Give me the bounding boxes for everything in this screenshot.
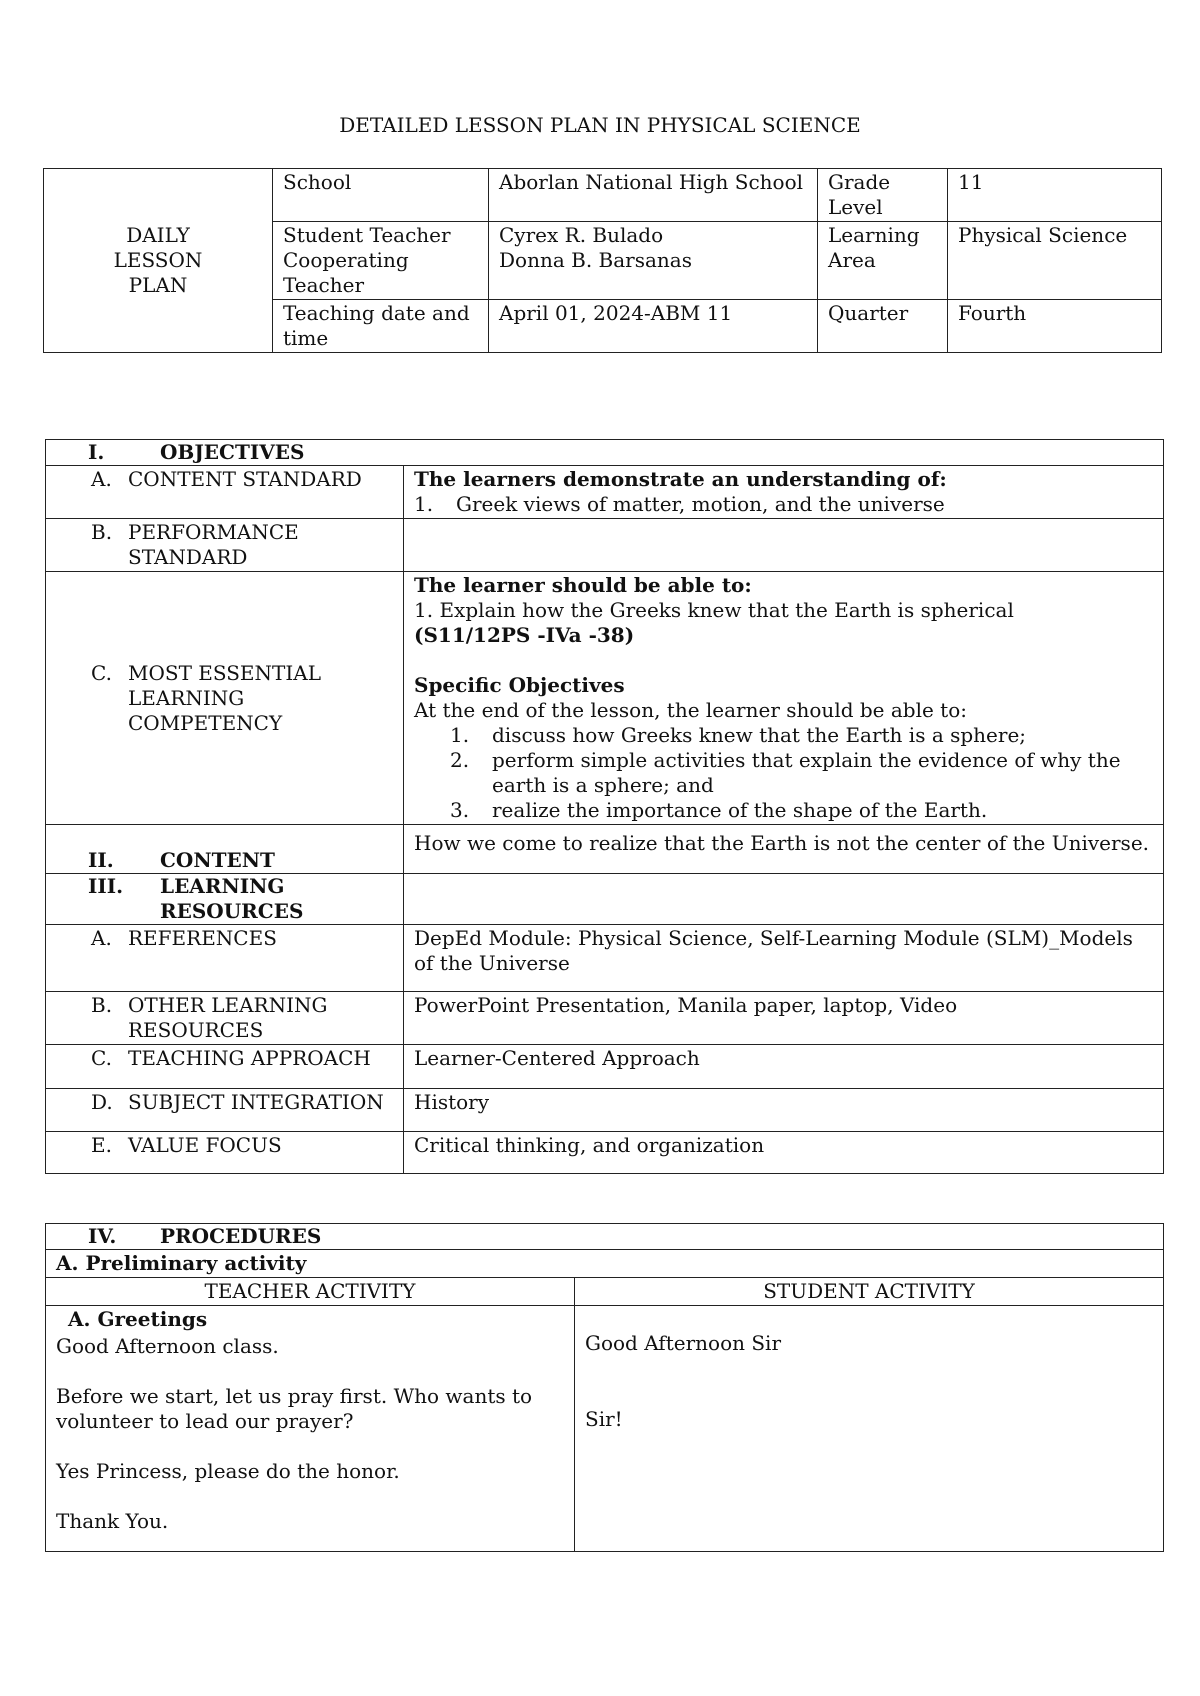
references-value: DepEd Module: Physical Science, Self-Learning Module (SLM)_Models of the Universe — [404, 925, 1164, 992]
teachers-value: Cyrex R. Bulado Donna B. Barsanas — [489, 222, 818, 300]
other-resources-label: B. OTHER LEARNING RESOURCES — [46, 992, 404, 1045]
list-item: 1. discuss how Greeks knew that the Earth is a sphere; — [450, 723, 1027, 747]
quarter-label: Quarter — [818, 300, 948, 353]
teacher-activity-header: TEACHER ACTIVITY — [46, 1278, 575, 1306]
header-table — [43, 168, 1162, 353]
references-label: A. REFERENCES — [46, 925, 404, 992]
teaching-approach-value: Learner-Centered Approach — [404, 1045, 1164, 1089]
content-standard-label: A. CONTENT STANDARD — [46, 466, 404, 519]
learning-resources-heading: III. LEARNING RESOURCES — [46, 874, 404, 925]
grade-value: 11 — [948, 169, 1162, 222]
teachers-label: Student Teacher Cooperating Teacher — [273, 222, 489, 300]
grade-label: Grade Level — [818, 169, 948, 222]
procedures-table — [45, 1223, 1164, 1552]
daily-lesson-plan-label: DAILY LESSON PLAN — [44, 169, 273, 353]
performance-standard-value — [404, 519, 1164, 572]
content-heading: II. CONTENT — [46, 825, 404, 874]
teaching-approach-label: C. TEACHING APPROACH — [46, 1045, 404, 1089]
value-focus-label: E. VALUE FOCUS — [46, 1132, 404, 1174]
student-activity-cell: Good Afternoon Sir Sir! — [575, 1306, 1164, 1552]
content-standard-value: The learners demonstrate an understanding of: 1. Greek views of matter, motion, and the universe — [404, 466, 1164, 519]
melc-value: The learner should be able to: 1. Explain how the Greeks knew that the Earth is spherical (S11/12PS -IVa -38) Specific Objectives At the end of the lesson, the learner should be able to: 1. discuss how Greeks knew that the Earth is a sphere; 2. perform simple activities that explain the evidence of why the earth is a sphere; and 3. realize the importance of the shape of the Earth. — [404, 572, 1164, 825]
learning-resources-value — [404, 874, 1164, 925]
performance-standard-label: B. PERFORMANCE STANDARD — [46, 519, 404, 572]
list-item: 3. realize the importance of the shape of the Earth. — [450, 798, 988, 822]
content-value: How we come to realize that the Earth is not the center of the Universe. — [404, 825, 1164, 874]
procedures-heading: IV. PROCEDURES — [46, 1224, 1164, 1250]
teacher-activity-cell: A. Greetings Good Afternoon class. Before we start, let us pray first. Who wants to volunteer to lead our prayer? Yes Princess, please do the honor. Thank You. — [46, 1306, 575, 1552]
list-item: 2. perform simple activities that explain the evidence of why the earth is a sphere; and — [450, 748, 1121, 797]
specific-objectives-list — [414, 723, 1153, 823]
preliminary-activity-heading: A. Preliminary activity — [46, 1250, 1164, 1278]
value-focus-value: Critical thinking, and organization — [404, 1132, 1164, 1174]
teaching-date-label: Teaching date and time — [273, 300, 489, 353]
other-resources-value: PowerPoint Presentation, Manila paper, laptop, Video — [404, 992, 1164, 1045]
melc-label: C. MOST ESSENTIAL LEARNING COMPETENCY — [46, 572, 404, 825]
subject-integration-label: D. SUBJECT INTEGRATION — [46, 1089, 404, 1132]
learning-area-value: Physical Science — [948, 222, 1162, 300]
teaching-date-value: April 01, 2024-ABM 11 — [489, 300, 818, 353]
learning-area-label: Learning Area — [818, 222, 948, 300]
school-label: School — [273, 169, 489, 222]
objectives-table — [45, 439, 1164, 1174]
school-value: Aborlan National High School — [489, 169, 818, 222]
quarter-value: Fourth — [948, 300, 1162, 353]
subject-integration-value: History — [404, 1089, 1164, 1132]
student-activity-header: STUDENT ACTIVITY — [575, 1278, 1164, 1306]
document-title: DETAILED LESSON PLAN IN PHYSICAL SCIENCE — [339, 113, 861, 137]
objectives-heading: I. OBJECTIVES — [46, 440, 1164, 466]
greetings-heading: A. Greetings — [68, 1307, 208, 1331]
